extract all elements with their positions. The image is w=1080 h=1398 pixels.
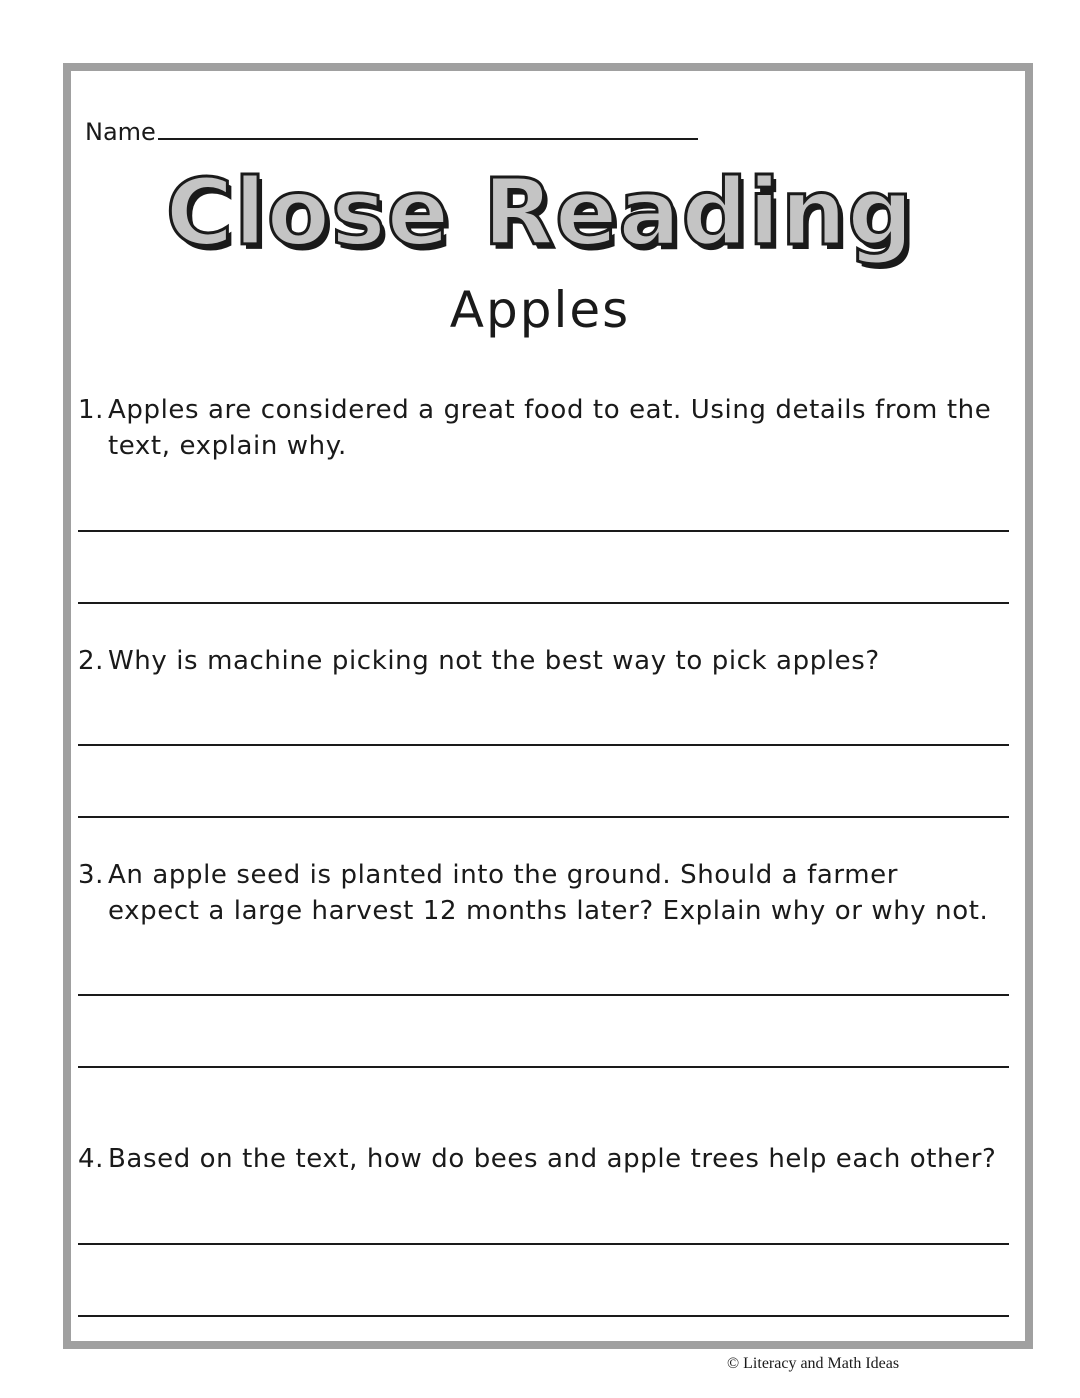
question-text: Based on the text, how do bees and apple trees help each other? (108, 1144, 997, 1174)
question-2 (78, 643, 998, 679)
question-number: 2. (78, 646, 105, 676)
answer-line[interactable] (78, 994, 1009, 996)
question-number: 3. (78, 860, 105, 890)
answer-line[interactable] (78, 1066, 1009, 1068)
answer-line[interactable] (78, 1243, 1009, 1245)
answer-line[interactable] (78, 744, 1009, 746)
name-label: Name (85, 118, 156, 146)
question-number: 4. (78, 1144, 105, 1174)
answer-line[interactable] (78, 530, 1009, 532)
question-number: 1. (78, 395, 105, 425)
name-blank-line[interactable] (158, 116, 698, 140)
question-text: Apples are considered a great food to eat. Using details from the text, explain why. (108, 395, 992, 461)
question-3 (78, 857, 998, 929)
question-text: Why is machine picking not the best way to pick apples? (108, 646, 880, 676)
answer-line[interactable] (78, 1315, 1009, 1317)
page-title: Close Reading (165, 159, 915, 266)
answer-line[interactable] (78, 816, 1009, 818)
copyright-notice: © Literacy and Math Ideas (727, 1355, 900, 1372)
question-text: An apple seed is planted into the ground. Should a farmer expect a large harvest 12 months later? Explain why or why not. (108, 860, 989, 926)
page-subtitle: Apples (449, 281, 631, 339)
question-4 (78, 1141, 998, 1177)
name-field[interactable] (85, 116, 698, 146)
answer-line[interactable] (78, 602, 1009, 604)
question-1 (78, 392, 998, 464)
